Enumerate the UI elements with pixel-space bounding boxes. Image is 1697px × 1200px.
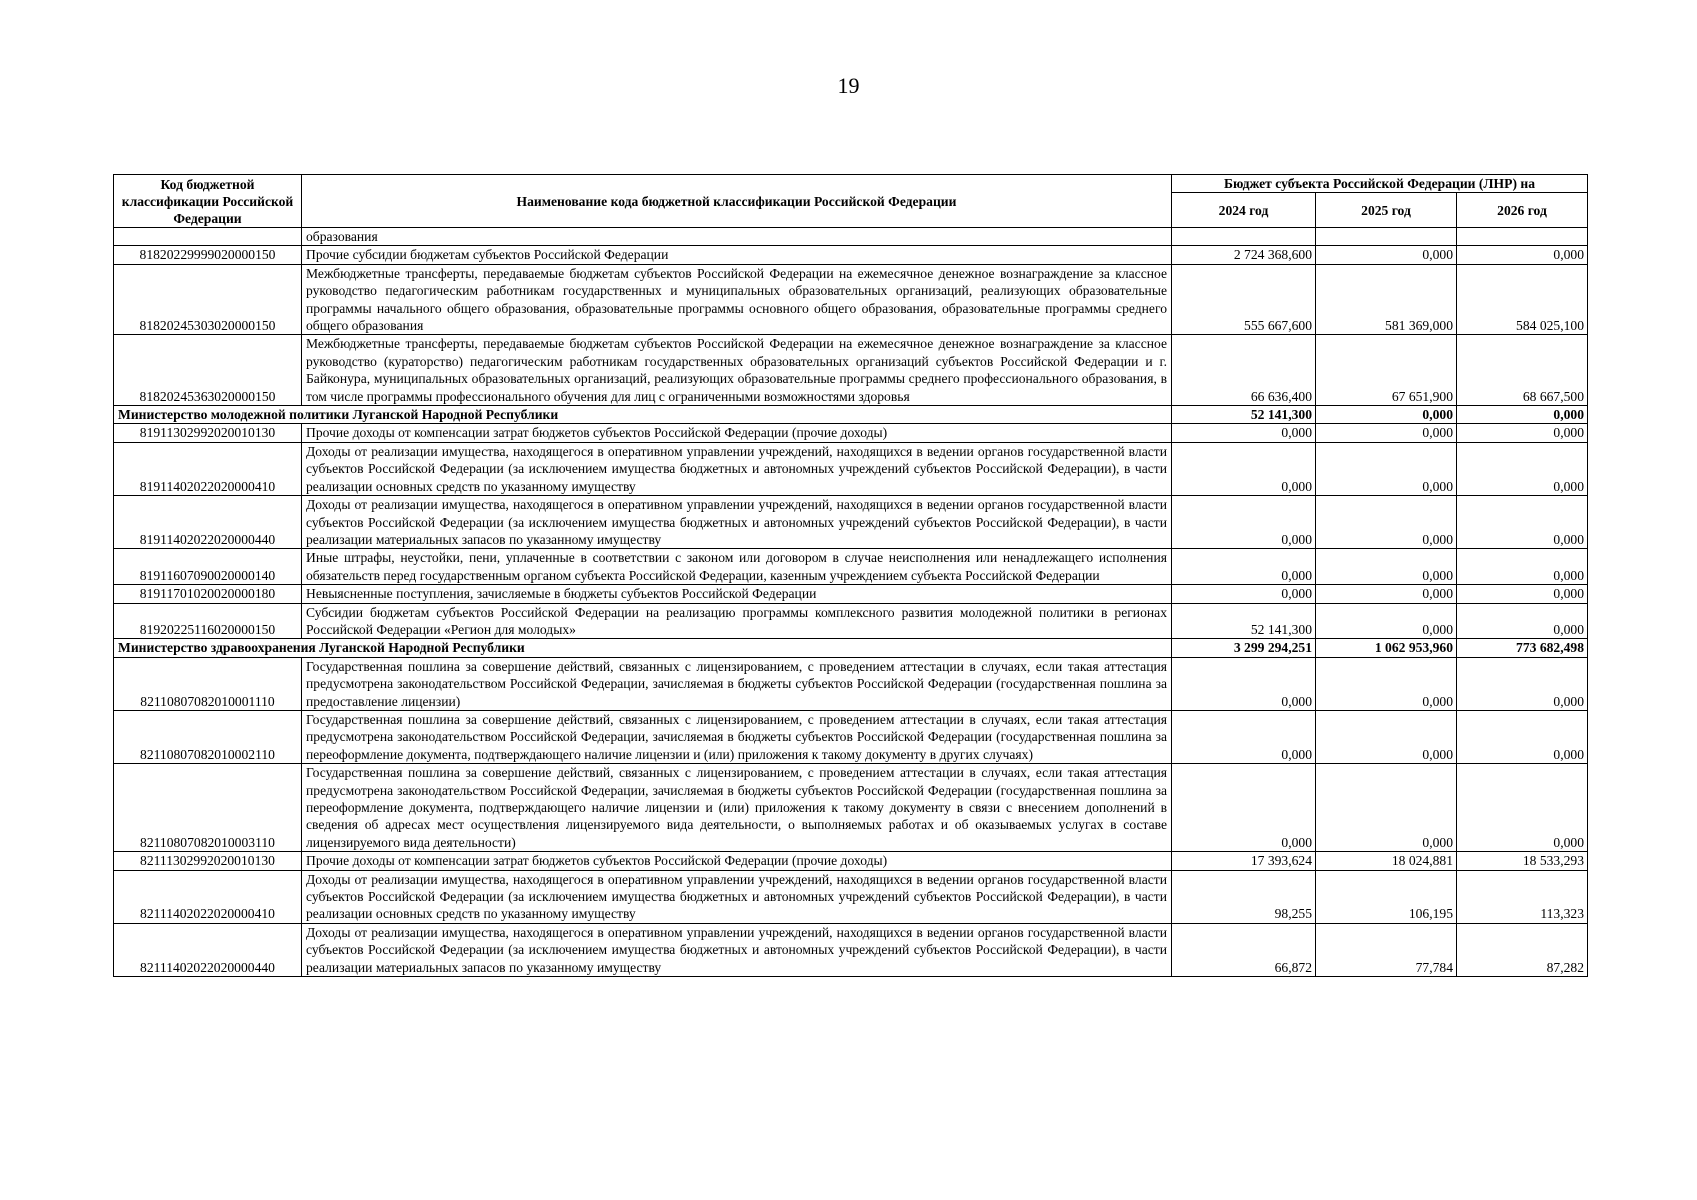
amount-2025: 0,000 — [1316, 246, 1457, 264]
classification-code: 82110807082010002110 — [114, 710, 302, 763]
amount-2024: 66,872 — [1172, 923, 1316, 976]
amount-2026: 0,000 — [1457, 406, 1588, 424]
code-column-header: Код бюджетной классификации Российской Федерации — [114, 175, 302, 228]
table-row — [114, 228, 1588, 246]
amount-2025: 0,000 — [1316, 764, 1457, 852]
classification-code: 82110807082010001110 — [114, 657, 302, 710]
amount-2025: 106,195 — [1316, 870, 1457, 923]
amount-2024: 17 393,624 — [1172, 852, 1316, 870]
budget-column-header: Бюджет субъекта Российской Федерации (ЛНР) на — [1172, 175, 1588, 193]
amount-2025: 67 651,900 — [1316, 335, 1457, 406]
amount-2025: 0,000 — [1316, 496, 1457, 549]
code-description: Государственная пошлина за совершение действий, связанных с лицензированием, с проведением аттестации в случаях, если такая аттестация предусмотрена законодательством Российской Федерации, зачисляемая в бюджеты субъектов Российской Федерации (государственная пошлина за предоставление лицензии) — [302, 657, 1172, 710]
amount-2026: 18 533,293 — [1457, 852, 1588, 870]
amount-2025: 77,784 — [1316, 923, 1457, 976]
year-2025-header: 2025 год — [1316, 193, 1457, 228]
section-row — [114, 639, 1588, 657]
table-row — [114, 442, 1588, 495]
budget-table — [113, 174, 1588, 977]
code-description: Государственная пошлина за совершение действий, связанных с лицензированием, с проведением аттестации в случаях, если такая аттестация предусмотрена законодательством Российской Федерации, зачисляемая в бюджеты субъектов Российской Федерации (государственная пошлина за переоформление документа, подтверждающего наличие лицензии и (или) приложения к такому документу в других случаях) — [302, 710, 1172, 763]
amount-2026: 584 025,100 — [1457, 264, 1588, 335]
amount-2025: 1 062 953,960 — [1316, 639, 1457, 657]
table-body — [114, 228, 1588, 977]
code-description: образования — [302, 228, 1172, 246]
table-row — [114, 764, 1588, 852]
amount-2026: 0,000 — [1457, 603, 1588, 639]
classification-code: 82111402022020000410 — [114, 870, 302, 923]
classification-code: 81820229999020000150 — [114, 246, 302, 264]
amount-2026: 0,000 — [1457, 246, 1588, 264]
code-description: Субсидии бюджетам субъектов Российской Федерации на реализацию программы комплексного развития молодежной политики в регионах Российской Федерации «Регион для молодых» — [302, 603, 1172, 639]
year-2024-header: 2024 год — [1172, 193, 1316, 228]
amount-2024: 52 141,300 — [1172, 406, 1316, 424]
name-column-header: Наименование кода бюджетной классификации Российской Федерации — [302, 175, 1172, 228]
amount-2024: 0,000 — [1172, 424, 1316, 442]
amount-2024: 0,000 — [1172, 549, 1316, 585]
table-row — [114, 710, 1588, 763]
amount-2025: 18 024,881 — [1316, 852, 1457, 870]
amount-2025: 0,000 — [1316, 657, 1457, 710]
code-description: Государственная пошлина за совершение действий, связанных с лицензированием, с проведением аттестации в случаях, если такая аттестация предусмотрена законодательством Российской Федерации, зачисляемая в бюджеты субъектов Российской Федерации (государственная пошлина за переоформление документа, подтверждающего наличие лицензии и (или) приложения к такому документу в связи с внесением дополнений в сведения об адресах мест осуществления лицензируемого вида деятельности, о выполняемых работах и об оказываемых услугах в составе лицензируемого вида деятельности) — [302, 764, 1172, 852]
table-row — [114, 549, 1588, 585]
amount-2025: 0,000 — [1316, 603, 1457, 639]
page-number: 19 — [837, 73, 860, 98]
code-description: Невыясненные поступления, зачисляемые в бюджеты субъектов Российской Федерации — [302, 585, 1172, 603]
table-row — [114, 657, 1588, 710]
amount-2024: 0,000 — [1172, 710, 1316, 763]
amount-2025: 0,000 — [1316, 406, 1457, 424]
amount-2026: 0,000 — [1457, 549, 1588, 585]
amount-2026: 0,000 — [1457, 764, 1588, 852]
amount-2026: 773 682,498 — [1457, 639, 1588, 657]
table-row — [114, 852, 1588, 870]
classification-code: 82110807082010003110 — [114, 764, 302, 852]
amount-2024: 0,000 — [1172, 442, 1316, 495]
amount-2024: 98,255 — [1172, 870, 1316, 923]
amount-2024: 52 141,300 — [1172, 603, 1316, 639]
amount-2025: 0,000 — [1316, 585, 1457, 603]
classification-code: 81911402022020000410 — [114, 442, 302, 495]
amount-2025: 0,000 — [1316, 710, 1457, 763]
code-description: Доходы от реализации имущества, находящегося в оперативном управлении учреждений, находящихся в ведении органов государственной власти субъектов Российской Федерации (за исключением имущества бюджетных и автономных учреждений субъектов Российской Федерации), в части реализации основных средств по указанному имуществу — [302, 870, 1172, 923]
table-row — [114, 496, 1588, 549]
table-row — [114, 585, 1588, 603]
classification-code: 81911402022020000440 — [114, 496, 302, 549]
amount-2026: 0,000 — [1457, 442, 1588, 495]
amount-2026 — [1457, 228, 1588, 246]
table-row — [114, 264, 1588, 335]
table-header — [114, 175, 1588, 228]
amount-2026: 0,000 — [1457, 657, 1588, 710]
amount-2026: 0,000 — [1457, 496, 1588, 549]
code-description: Прочие субсидии бюджетам субъектов Российской Федерации — [302, 246, 1172, 264]
section-row — [114, 406, 1588, 424]
code-description: Прочие доходы от компенсации затрат бюджетов субъектов Российской Федерации (прочие доходы) — [302, 424, 1172, 442]
amount-2024: 3 299 294,251 — [1172, 639, 1316, 657]
amount-2026: 0,000 — [1457, 710, 1588, 763]
amount-2026: 0,000 — [1457, 585, 1588, 603]
table-row — [114, 335, 1588, 406]
table-row — [114, 923, 1588, 976]
amount-2026: 87,282 — [1457, 923, 1588, 976]
amount-2025: 0,000 — [1316, 442, 1457, 495]
table-row — [114, 424, 1588, 442]
code-description: Межбюджетные трансферты, передаваемые бюджетам субъектов Российской Федерации на ежемесячное денежное вознаграждение за классное руководство педагогическим работникам государственных и муниципальных образовательных организаций, реализующих образовательные программы начального общего образования, образовательные программы основного общего образования, образовательные программы среднего общего образования — [302, 264, 1172, 335]
code-description: Межбюджетные трансферты, передаваемые бюджетам субъектов Российской Федерации на ежемесячное денежное вознаграждение за классное руководство (кураторство) педагогическим работникам государственных образовательных организаций субъектов Российской Федерации и г. Байконура, муниципальных образовательных организаций, реализующих образовательные программы среднего профессионального образования, в том числе программы профессионального обучения для лиц с ограниченными возможностями здоровья — [302, 335, 1172, 406]
amount-2025 — [1316, 228, 1457, 246]
amount-2024 — [1172, 228, 1316, 246]
amount-2025: 581 369,000 — [1316, 264, 1457, 335]
amount-2024: 0,000 — [1172, 585, 1316, 603]
code-description: Доходы от реализации имущества, находящегося в оперативном управлении учреждений, находящихся в ведении органов государственной власти субъектов Российской Федерации (за исключением имущества бюджетных и автономных учреждений субъектов Российской Федерации), в части реализации материальных запасов по указанному имуществу — [302, 923, 1172, 976]
amount-2024: 66 636,400 — [1172, 335, 1316, 406]
amount-2026: 113,323 — [1457, 870, 1588, 923]
amount-2025: 0,000 — [1316, 549, 1457, 585]
classification-code — [114, 228, 302, 246]
amount-2024: 0,000 — [1172, 496, 1316, 549]
amount-2024: 0,000 — [1172, 764, 1316, 852]
year-2026-header: 2026 год — [1457, 193, 1588, 228]
classification-code: 81911701020020000180 — [114, 585, 302, 603]
code-description: Доходы от реализации имущества, находящегося в оперативном управлении учреждений, находящихся в ведении органов государственной власти субъектов Российской Федерации (за исключением имущества бюджетных и автономных учреждений субъектов Российской Федерации), в части реализации основных средств по указанному имуществу — [302, 442, 1172, 495]
classification-code: 81820245363020000150 — [114, 335, 302, 406]
table-row — [114, 246, 1588, 264]
classification-code: 81911607090020000140 — [114, 549, 302, 585]
table-row — [114, 870, 1588, 923]
amount-2026: 0,000 — [1457, 424, 1588, 442]
amount-2024: 555 667,600 — [1172, 264, 1316, 335]
code-description: Иные штрафы, неустойки, пени, уплаченные в соответствии с законом или договором в случае неисполнения или ненадлежащего исполнения обязательств перед государственным органом субъекта Российской Федерации, казенным учреждением субъекта Российской Федерации — [302, 549, 1172, 585]
section-title: Министерство молодежной политики Луганской Народной Республики — [114, 406, 1172, 424]
code-description: Доходы от реализации имущества, находящегося в оперативном управлении учреждений, находящихся в ведении органов государственной власти субъектов Российской Федерации (за исключением имущества бюджетных и автономных учреждений субъектов Российской Федерации), в части реализации материальных запасов по указанному имуществу — [302, 496, 1172, 549]
classification-code: 81920225116020000150 — [114, 603, 302, 639]
classification-code: 81911302992020010130 — [114, 424, 302, 442]
amount-2024: 2 724 368,600 — [1172, 246, 1316, 264]
classification-code: 82111402022020000440 — [114, 923, 302, 976]
table-row — [114, 603, 1588, 639]
code-description: Прочие доходы от компенсации затрат бюджетов субъектов Российской Федерации (прочие доходы) — [302, 852, 1172, 870]
amount-2025: 0,000 — [1316, 424, 1457, 442]
amount-2024: 0,000 — [1172, 657, 1316, 710]
amount-2026: 68 667,500 — [1457, 335, 1588, 406]
classification-code: 81820245303020000150 — [114, 264, 302, 335]
classification-code: 82111302992020010130 — [114, 852, 302, 870]
section-title: Министерство здравоохранения Луганской Народной Республики — [114, 639, 1172, 657]
